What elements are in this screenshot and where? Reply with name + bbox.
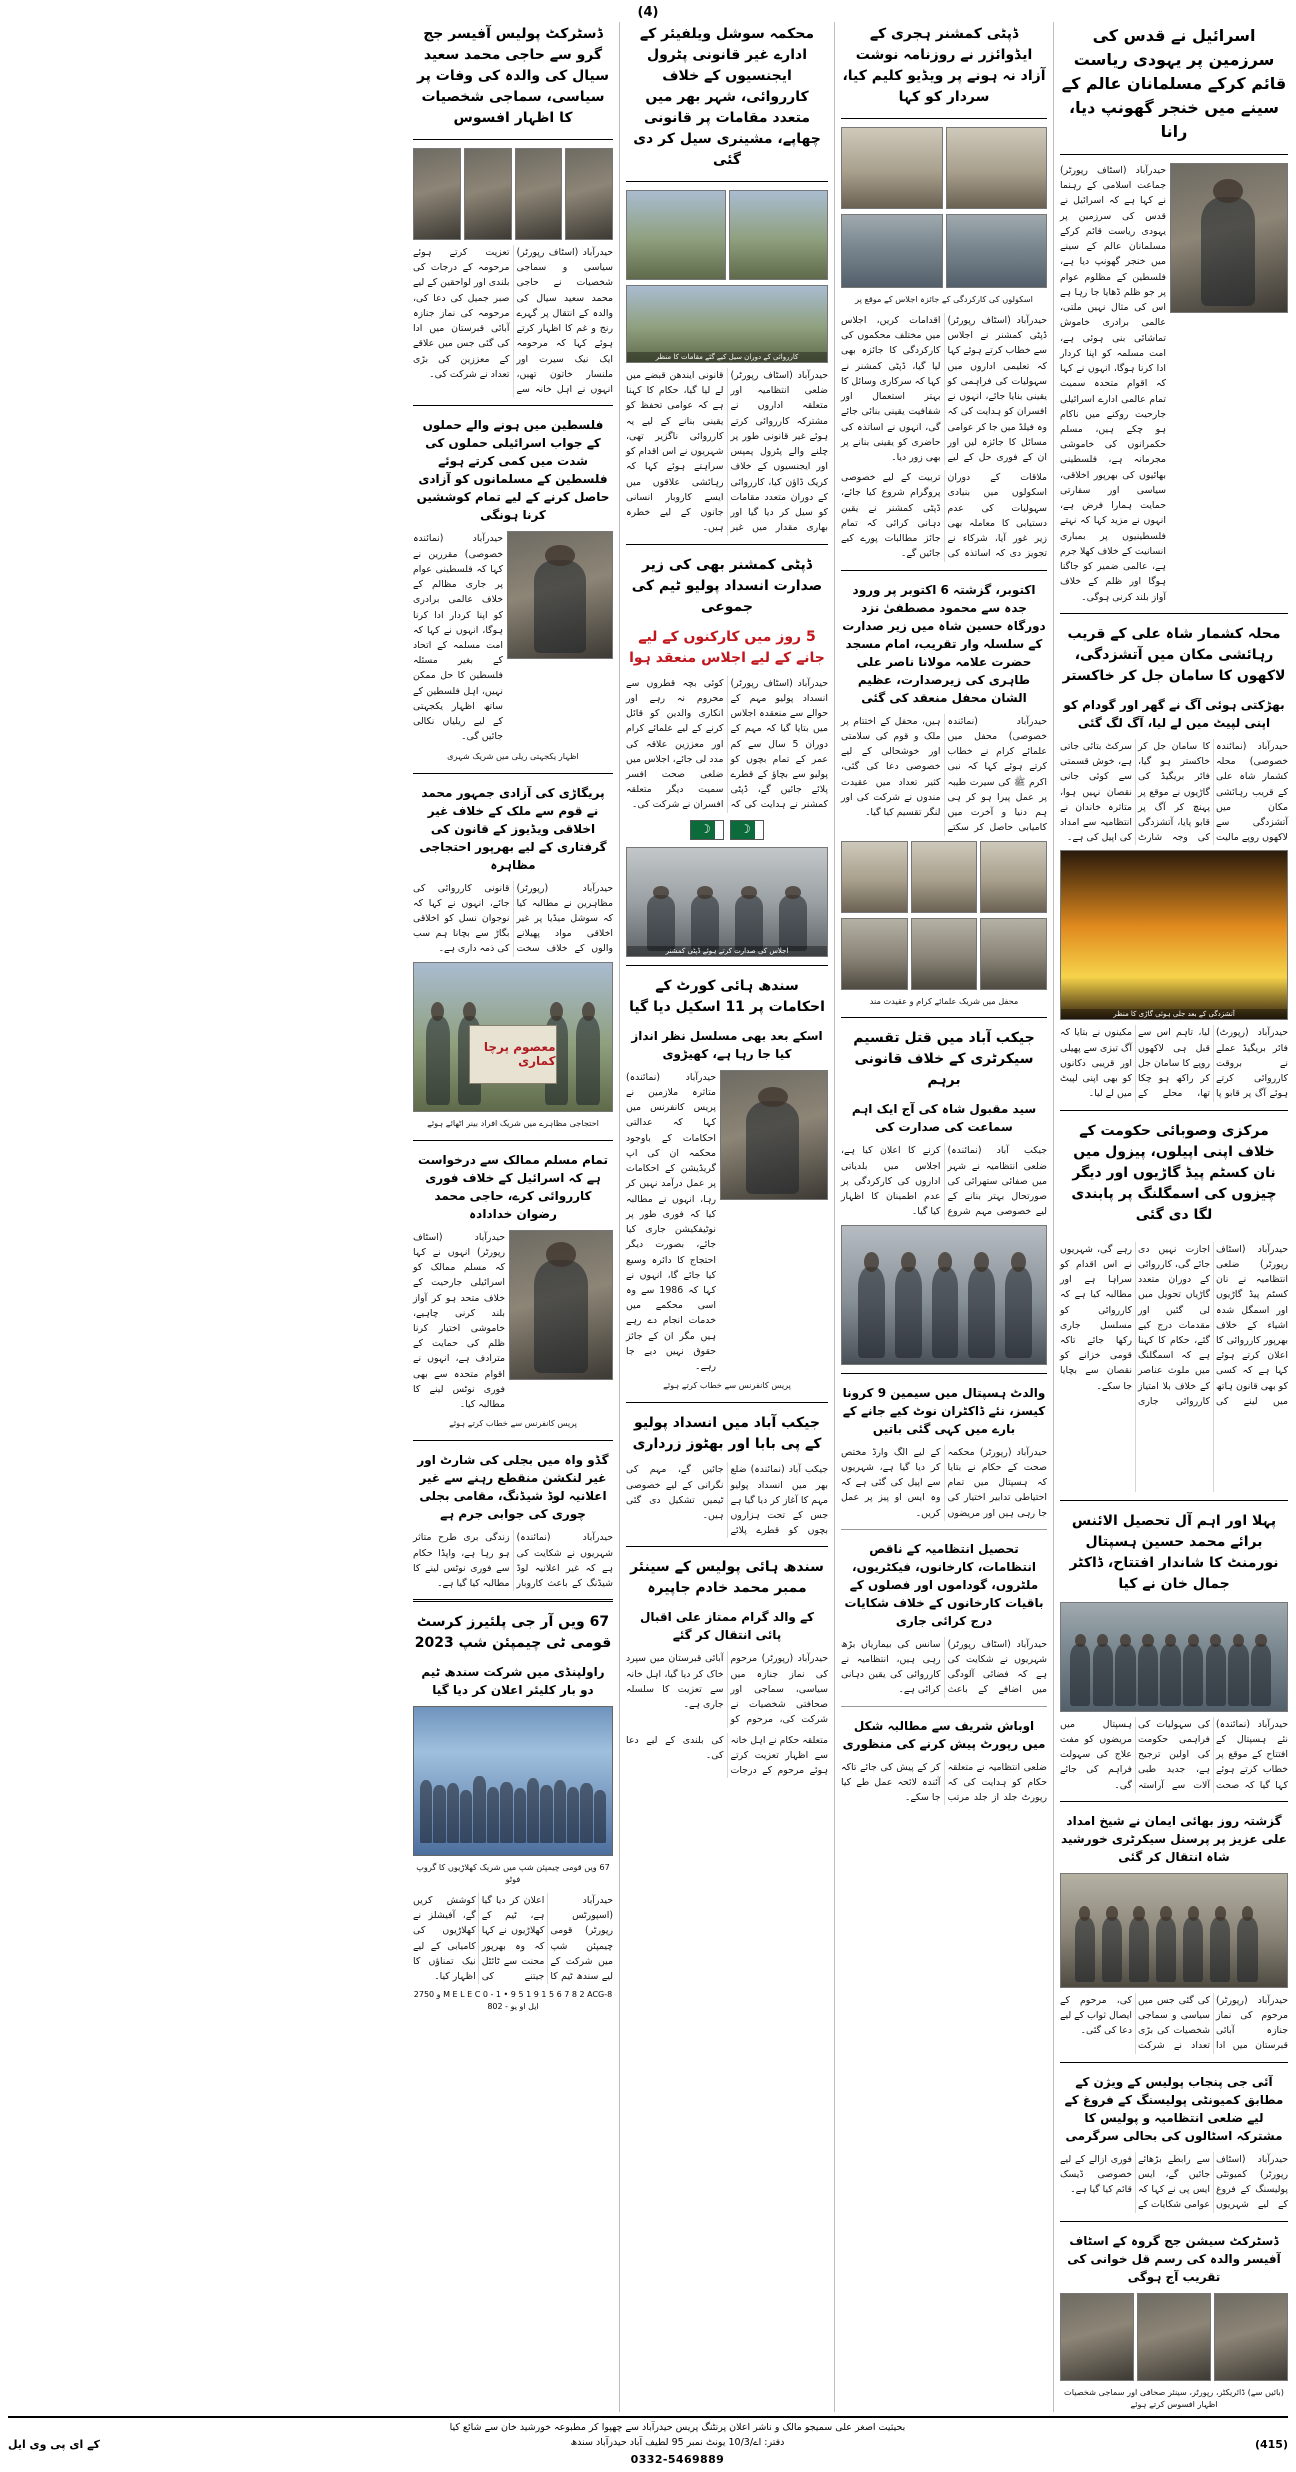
photo-sports-team: [413, 1706, 613, 1856]
divider: [1060, 613, 1288, 614]
column-right: [1060, 22, 1288, 2412]
headline-jacobabad-secretary-sub: سید مقبول شاہ کی آج ایک اہم سماعت کی صدارت کی: [851, 1102, 1037, 1135]
article-body-report-approval: ضلعی انتظامیہ نے متعلقہ حکام کو ہدایت کی کہ رپورٹ جلد از جلد مرتب کر کے پیش کی جائے تاکہ آئندہ لائحہ عمل طے کیا جا سکے۔: [841, 1761, 1047, 1804]
figure-shape: [1115, 1644, 1135, 1707]
photo-row-mehfil-2: [841, 918, 1047, 990]
photo-caption-sports: 67 ویں قومی چیمپئن شپ میں شریک کھلاڑیوں کا گروپ فوٹو: [416, 1862, 610, 1885]
headline-loadshedding: گڈو واہ میں بجلی کی شارٹ اور غیر لنکشن منقطع رہنے سے غیر اعلانیہ لوڈ شیڈنگ، مقامی بجلی چوری کی جوابی جرم ہے: [417, 1453, 609, 1522]
headline-community-policing: آئی جی پنجاب پولیس کے ویژن کے مطابق کمیونٹی پولیسنگ کے فروغ کے لیے ضلعی انتظامیہ و پولیس کا مشترکہ اسٹالوں کی بحالی سرگرمی: [1064, 2074, 1284, 2143]
article-body-palestine: حیدرآباد (نمائندہ خصوصی) مقررین نے کہا کہ فلسطینی عوام پر جاری مظالم کے خلاف عالمی برادری کو اپنا کردار ادا کرنا ہوگا، انہوں نے کہا کہ امت مسلمہ کے اتحاد کے بغیر مسئلہ فلسطین کا حل ممکن نہیں، اہل فلسطین کے ساتھ اظہار یکجہتی کے لیے ریلیاں نکالی جائیں گی۔: [413, 533, 503, 743]
photo-figures: [1061, 1603, 1287, 1711]
figure-shape: [426, 1016, 450, 1105]
photo-presser-kheri: [720, 1070, 828, 1200]
divider: [841, 1529, 1047, 1530]
photo-press-conference: [841, 1225, 1047, 1365]
figure-shape: [858, 1267, 885, 1358]
article-body-polio: حیدرآباد (اسٹاف رپورٹر) انسداد پولیو مہم کے حوالے سے منعقدہ اجلاس میں بتایا گیا کہ مہم کے دوران 5 سال سے کم عمر کے تمام بچوں کو پولیو سے بچاؤ کے قطرے پلائے جائیں گے، ڈپٹی کمشنر نے ہدایت کی کہ کوئی بچہ قطروں سے محروم نہ رہے اور انکاری والدین کو قائل کرنے کے لیے علمائے کرام اور معززین علاقہ کی مدد لی جائے، اجلاس میں ضلعی صحت افسر سمیت دیگر متعلقہ افسران نے شرکت کی۔: [626, 677, 828, 811]
article-body-policing: حیدرآباد (اسٹاف رپورٹر) کمیونٹی پولیسنگ کے فروغ کے لیے شہریوں سے رابطے بڑھائے جائیں گے، ایس ایس پی نے کہا کہ عوامی شکایات کے فوری ازالے کے لیے خصوصی ڈیسک قائم کیا گیا ہے۔: [1060, 2153, 1288, 2211]
headline-muslim-countries-appeal: تمام مسلم ممالک سے درخواست ہے کہ اسرائیل کے خلاف فوری کارروائی کرے، حاجی محمد رضوان خدادادہ: [418, 1152, 608, 1221]
figure-shape: [968, 1267, 995, 1358]
photo-portrait-3: [1060, 2293, 1134, 2381]
headline-hospital-covid: والدٹ ہسپتال میں سیمین 9 کرونا کیسز، نئے ڈاکٹران نوٹ کیے جانے کے بارے میں کہی گئی باتیں: [842, 1385, 1046, 1436]
article-body-appeal: حیدرآباد (اسٹاف رپورٹر) انہوں نے کہا کہ مسلم ممالک کو اسرائیلی جارحیت کے خلاف متحد ہو کر آواز بلند کرنی چاہیے، خاموشی اختیار کرنا ظلم کی حمایت کے مترادف ہے، انہوں نے اقوام متحدہ سے بھی فوری نوٹس لینے کا مطالبہ کیا۔: [413, 1231, 505, 1411]
photo-caption-school: اسکولوں کی کارکردگی کے جائزہ اجلاس کے موقع پر: [855, 294, 1033, 304]
page-footer: [8, 2416, 1288, 2468]
photo-school-1: [946, 127, 1048, 209]
headline-polio-meeting: ڈپٹی کمشنر بھی کی زیر صدارت انسداد پولیو ٹیم کی جموعی: [631, 556, 823, 615]
player-shape: [514, 1788, 526, 1843]
footer-imprint-line-1: بحیثیت اصغر علی سمیجو مالک و ناشر اعلان پرنٹنگ پریس حیدرآباد سے چھپوا کر مطبوعہ خورشید خان سے شائع کیا: [449, 2422, 906, 2434]
article-body-hospital-covid: حیدرآباد (رپورٹر) محکمہ صحت کے حکام نے بتایا کہ ہسپتال میں تمام احتیاطی تدابیر اختیار کی جا رہی ہیں اور مریضوں کے لیے الگ وارڈ مختص کر دیا گیا ہے، شہریوں سے اپیل کی گئی ہے کہ وہ ایس او پیز پر عمل کریں۔: [841, 1446, 1047, 1519]
article-body-high-court: حیدرآباد (نمائندہ) متاثرہ ملازمین نے پریس کانفرنس میں کہا کہ عدالتی احکامات کے باوجود محکمہ ان کی اپ گریڈیشن کے احکامات پر عمل درآمد نہیں کر رہا، انہوں نے مطالبہ کیا کہ فوری طور پر نوٹیفکیشن جاری کیا جائے، بصورت دیگر احتجاج کا دائرہ وسیع کیا جائے گا، انہوں نے کہا کہ 1986 سے وہ اسی محکمے میں خدمات انجام دے رہے ہیں مگر ان کے جائز حقوق نہیں دیے جا رہے۔: [626, 1071, 716, 1373]
figure-shape: [1183, 1644, 1203, 1707]
player-shape: [420, 1780, 432, 1844]
photo-mehfil-2: [911, 841, 978, 913]
photo-caption-raid: کارروائی کے دوران سیل کیے گئے مقامات کا منظر: [627, 352, 827, 362]
photo-row-mehfil-1: [841, 841, 1047, 913]
column-4: [413, 22, 613, 2412]
headline-hospital-inauguration: پہلا اور اہم آل تحصیل الائنس برائے محمد حسین ہسپتال نورمنٹ کا شاندار افتتاح، ڈاکٹر جمال خان نے کیا: [1069, 1512, 1279, 1592]
figure-shape: [1160, 1644, 1180, 1707]
flag-decoration: [626, 818, 828, 842]
article-body-police-obituary-2: متعلقہ حکام نے اہل خانہ سے اظہار تعزیت کرتے ہوئے مرحوم کے درجات کی بلندی کے لیے دعا کی۔: [626, 1734, 828, 1777]
photo-person-3: [464, 148, 512, 240]
figure-shape: [1070, 1644, 1090, 1707]
divider: [841, 1373, 1047, 1374]
figure-shape: [1237, 1917, 1257, 1983]
photo-portrait-leader: [1170, 163, 1288, 313]
divider: [413, 1440, 613, 1441]
divider: [841, 1017, 1047, 1018]
photo-raid-3: [626, 285, 828, 363]
figure-shape: [1210, 1917, 1230, 1983]
headline-israel-quds: اسرائیل نے قدس کی سرزمین پر یہودی ریاست قائم کرکے مسلمانان عالم کے سینے میں خنجر گھونپ دیا، رانا: [1061, 26, 1287, 141]
photo-figures: [510, 1231, 612, 1379]
figure-shape: [1228, 1644, 1248, 1707]
divider: [413, 405, 613, 406]
photo-hospital-group: [1060, 1602, 1288, 1712]
photo-person-4: [413, 148, 461, 240]
article-body-championship: حیدرآباد (اسپورٹس رپورٹر) قومی چیمپئن شپ میں شرکت کے لیے سندھ ٹیم کا اعلان کر دیا گیا ہے، ٹیم کے کھلاڑیوں نے کہا کہ وہ بھرپور محنت سے ٹائٹل جیتنے کی کوشش کریں گے، آفیشلز نے کھلاڑیوں کی کامیابی کے لیے نیک تمناؤں کا اظہار کیا۔: [413, 1895, 613, 1983]
column-container: [8, 22, 1288, 2412]
photo-caption-portraits-bottom: (بائیں سے) ڈائریکٹر، رپورٹر، سینئر صحافی اور سماجی شخصیات اظہار افسوس کرتے ہوئے: [1064, 2386, 1284, 2409]
headline-petrol-agencies: محکمہ سوشل ویلفیئر کے ادارے غیر قانونی پٹرول ایجنسیوں کے خلاف کارروائی، شہر بھر میں متعدد مقامات پر قانونی چھاپے، مشینری سیل کر دی گئی: [633, 26, 821, 168]
figure-shape: [1251, 1644, 1271, 1707]
photo-school-2: [841, 127, 943, 209]
photo-portrait-1: [1214, 2293, 1288, 2381]
photo-row-school-visit: [841, 127, 1047, 209]
divider: [1060, 2062, 1288, 2063]
headline-protest-videos: پریگاڑی کی آزادی جمہور محمد نے قوم سے ملک کے خلاف غیر اخلاقی ویڈیوز کے قانون کی گرفتاری کے لیے بھرپور احتجاجی مظاہرہ: [419, 785, 607, 872]
figure-shape: [534, 560, 586, 653]
figure-shape: [1005, 1267, 1032, 1358]
headline-high-court-scale: سندھ ہائی کورٹ کے احکامات پر 11 اسکیل دیا گیا: [629, 977, 825, 1015]
photo-person-1: [565, 148, 613, 240]
column-separator: [619, 22, 620, 2412]
photo-figures: [508, 532, 612, 658]
player-shape: [487, 1787, 499, 1844]
headline-dc-advisor: ڈپٹی کمشنر ہجری کے ایڈوائزر نے روزنامہ نوشت آزاد نہ ہونے پر ویڈیو کلیم کیا، سردار کو کہا: [842, 26, 1046, 105]
divider: [626, 181, 828, 182]
figure-shape: [932, 1267, 959, 1358]
divider: [1060, 2221, 1288, 2222]
player-shape: [433, 1785, 445, 1843]
article-body-mehfil: حیدرآباد (نمائندہ خصوصی) محفل میں علمائے کرام نے خطاب کرتے ہوئے کہا کہ نبی اکرم ﷺ کی سیرت طیبہ پر عمل پیرا ہو کر ہی ہم دنیا و آخرت میں کامیابی حاصل کر سکتے ہیں، محفل کے اختتام پر ملک و قوم کی سلامتی اور خوشحالی کے لیے خصوصی دعا کی گئی، کثیر تعداد میں عقیدت مندوں نے شرکت کی اور لنگر تقسیم کیا گیا۔: [841, 715, 1047, 834]
figure-shape: [576, 1016, 600, 1105]
headline-police-member-obituary: سندھ ہائی پولیس کے سینئر ممبر محمد خادم جاپیرہ: [630, 1559, 824, 1597]
figure-shape: [779, 895, 807, 951]
photo-caption-mehfil: محفل میں شریک علمائے کرام و عقیدت مند: [869, 995, 1019, 1006]
page-number-top: (4): [637, 5, 659, 20]
divider: [841, 118, 1047, 119]
divider: [626, 544, 828, 545]
photo-caption-appeal: پریس کانفرنس سے خطاب کرتے ہوئے: [449, 1418, 577, 1429]
article-body-protest: حیدرآباد (رپورٹر) مظاہرین نے مطالبہ کیا کہ سوشل میڈیا پر غیر اخلاقی مواد پھیلانے والوں کے خلاف سخت قانونی کارروائی کی جائے، انہوں نے کہا کہ نوجوان نسل کو اخلاقی بگاڑ سے بچانا ہم سب کی ذمہ داری ہے۔: [413, 882, 613, 955]
figure-shape: [1183, 1917, 1203, 1983]
photo-dc-meeting: [626, 847, 828, 957]
photo-caption-dc-meeting: اجلاس کی صدارت کرتے ہوئے ڈپٹی کمشنر: [627, 946, 827, 956]
figure-shape: [1102, 1917, 1122, 1983]
article-body-dpo-condolence: حیدرآباد (اسٹاف رپورٹر) سیاسی و سماجی شخصیات نے حاجی محمد سعید سیال کی والدہ کے انتقال پر گہرے رنج و غم کا اظہار کرتے ہوئے کہا کہ مرحومہ ایک نیک سیرت اور ملنسار خاتون تھیں، انہوں نے اہل خانہ سے تعزیت کرتے ہوئے مرحومہ کے درجات کی بلندی اور لواحقین کے لیے صبر جمیل کی دعا کی، مرحومہ کی نماز جنازہ آبائی قبرستان میں ادا کی گئی جس میں علاقے کے معززین کی بڑی تعداد نے شرکت کی۔: [413, 247, 613, 396]
photo-row-portraits-bottom: [1060, 2293, 1288, 2381]
figure-shape: [1075, 1917, 1095, 1983]
player-shape: [447, 1783, 459, 1843]
headline-jacobabad-secretary: جیکب آباد میں قتل تقسیم سیکرٹری کے خلاف قانونی برہم: [853, 1030, 1035, 1089]
headline-qul-khwani: ڈسٹرکٹ سیشن جج گروہ کے اسٹاف آفیسر والدہ کی رسم قل خوانی کی تقریب آج ہوگی: [1067, 2233, 1281, 2284]
photo-caption-solidarity: اظہار یکجہتی ریلی میں شریک شہری: [447, 750, 579, 761]
team-row: [420, 1758, 606, 1844]
article-body-factory: حیدرآباد (اسٹاف رپورٹر) شہریوں نے شکایت کی ہے کہ فضائی آلودگی میں اضافے کے باعث سانس کی بیماریاں بڑھ رہی ہیں، انتظامیہ نے کارروائی کی یقین دہانی کرائی ہے۔: [841, 1638, 1047, 1696]
photo-appeal-speaker: [509, 1230, 613, 1380]
photo-caption-protest: احتجاجی مظاہرے میں شریک افراد بینر اٹھائے ہوئے: [427, 1117, 599, 1128]
player-shape: [540, 1785, 552, 1843]
photo-figures: [1061, 1874, 1287, 1987]
figure-shape: [647, 895, 675, 951]
divider: [1060, 154, 1288, 155]
article-body-loadshedding: حیدرآباد (نمائندہ) شہریوں نے شکایت کی ہے کہ غیر اعلانیہ لوڈ شیڈنگ کے باعث کاروبار زندگی بری طرح متاثر ہو رہا ہے، واپڈا حکام سے فوری نوٹس لینے کا مطالبہ کیا گیا ہے۔: [413, 1532, 613, 1589]
sports-table-note: M E L E C 0 - 1 • 9 5 1 9 1 5 6 7 8 2 ACG-8 و 2750 ایل او یو - 802: [413, 1990, 613, 2011]
column-separator: [1053, 22, 1054, 2412]
headline-obituary-secretary: گزشتہ روز بھائی ایمان نے شیخ امداد علی عزیز پر پرسنل سیکرٹری خورشید شاہ انتقال کر گئی: [1061, 1813, 1287, 1864]
article-body-jacobabad-polio: جیکب آباد (نمائندہ) ضلع بھر میں انسداد پولیو مہم کا آغاز کر دیا گیا ہے جس کے تحت ہزاروں بچوں کو قطرے پلائے جائیں گے، مہم کی نگرانی کے لیے خصوصی ٹیمیں تشکیل دی گئی ہیں۔: [626, 1464, 828, 1537]
photo-raid-1: [729, 190, 829, 280]
divider: [413, 139, 613, 140]
column-3: [626, 22, 828, 2412]
headline-jacobabad-polio: جیکب آباد میں انسداد پولیو کے پی بابا اور بھٹوز زرداری: [632, 1415, 822, 1453]
player-shape: [500, 1782, 512, 1844]
photo-raid-2: [626, 190, 726, 280]
photo-caption-fire: آتشزدگی کے بعد جلی ہوئی گاڑی کا منظر: [1061, 1009, 1287, 1019]
headline-mehfil: اکتوبر، گزشتہ 6 اکتوبر پر ورود جدہ سے محمود مصطفیٰ نزد دورگاہ حسین شاہ میں زیر صدارت کے سلسلہ وار تقریب، امام مسجد حضرت علامہ مولانا ناصر علی طاہری کی زیرصدارت، عظیم الشان محفل منعقد کی گئی: [842, 582, 1046, 705]
headline-dpo-mother-death: ڈسٹرکٹ پولیس آفیسر جج گرو سے حاجی محمد سعید سیال کی والدہ کی وفات پر سیاسی، سماجی شخصیات کا اظہار افسوس: [416, 26, 610, 126]
headline-palestine-solidarity: فلسطین میں ہونے والے حملوں کے جواب اسرائیلی حملوں کی شدت میں کمی کرتے ہوئے فلسطین کے مسلمانوں کو آزادی حاصل کرنے کے لیے تمام کوششیں کرنا ہونگی: [416, 418, 610, 523]
divider: [413, 1140, 613, 1141]
divider: [1060, 1801, 1288, 1802]
figure-shape: [1129, 1917, 1149, 1983]
divider: [1060, 1500, 1288, 1501]
protest-banner-text: معصوم پرچا کماری: [483, 1040, 556, 1069]
player-shape: [527, 1778, 539, 1843]
footer-right-label: (415): [1254, 2438, 1288, 2452]
figure-shape: [895, 1267, 922, 1358]
photo-mehfil-4: [980, 918, 1047, 990]
footer-imprint: [100, 2421, 1255, 2468]
photo-mehfil-1: [980, 841, 1047, 913]
headline-report-approval: اوباش شریف سے مطالبہ شکل میں رپورٹ پیش کرنے کی منظوری: [842, 1718, 1046, 1751]
flag-icon: [690, 820, 724, 840]
figure-shape: [1201, 197, 1254, 307]
article-body-dc-advisor: حیدرآباد (اسٹاف رپورٹر) ڈپٹی کمشنر نے اجلاس سے خطاب کرتے ہوئے کہا کہ تعلیمی اداروں میں سہولیات کی فراہمی کو یقینی بنایا جائے، انہوں نے افسران کو ہدایت کی کہ وہ فیلڈ میں جا کر عوامی مسائل کا جائزہ لیں اور ان کے فوری حل کے لیے اقدامات کریں، اجلاس میں مختلف محکموں کی کارکردگی کا جائزہ بھی لیا گیا، ڈپٹی کمشنر نے کہا کہ سرکاری وسائل کا بہتر استعمال اور شفافیت یقینی بنائی جائے گی، انہوں نے اساتذہ کی حاضری کو یقینی بنانے پر بھی زور دیا۔: [841, 314, 1047, 463]
headline-championship: 67 ویں آر جی پلئیرز کرسٹ قومی ٹی چیمپئن شپ 2023: [414, 1614, 612, 1652]
figure-shape: [746, 1101, 799, 1193]
divider: [413, 773, 613, 774]
figure-shape: [1093, 1644, 1113, 1707]
divider: [1060, 1110, 1288, 1111]
photo-person-2: [515, 148, 563, 240]
player-shape: [473, 1776, 485, 1843]
photo-portrait-2: [1137, 2293, 1211, 2381]
headline-fire-house-sub: بھڑکتی ہوئی آگ نے گھر اور گودام کو اپنی لپیٹ میں لے لیا، آگ لگ گئی: [1063, 697, 1285, 730]
protest-banner: [469, 1025, 556, 1084]
photo-figures: [721, 1071, 827, 1199]
footer-imprint-line-2: دفتر: اے/10/3 یونٹ نمبر 95 لطیف آباد حیدرآباد سندھ: [570, 2436, 785, 2448]
figure-shape: [1206, 1644, 1226, 1707]
article-body-smuggling: حیدرآباد (اسٹاف رپورٹر) ضلعی انتظامیہ نے نان کسٹم پیڈ گاڑیوں اور اسمگل شدہ اشیاء کے خلاف بھرپور کارروائی کا اعلان کرتے ہوئے کہا ہے کہ کسی کو بھی قانون ہاتھ میں لینے کی اجازت نہیں دی جائے گی، کارروائی کے دوران متعدد گاڑیاں تحویل میں لی گئیں اور مقدمات درج کیے گئے، حکام کا کہنا ہے کہ اسمگلنگ میں ملوث عناصر کے خلاف بلا امتیاز کارروائی جاری رہے گی، شہریوں نے اس اقدام کو سراہا ہے اور مطالبہ کیا ہے کہ کارروائی کو مسلسل جاری رکھا جائے تاکہ قومی خزانے کو نقصان سے بچایا جا سکے۔: [1060, 1243, 1288, 1407]
article-body-jacobabad: جیکب آباد (نمائندہ) ضلعی انتظامیہ نے شہر میں صفائی ستھرائی کی صورتحال بہتر بنانے کے لیے خصوصی مہم شروع کرنے کا اعلان کیا ہے، اجلاس میں بلدیاتی اداروں کی کارکردگی پر عدم اطمینان کا اظہار کیا گیا۔: [841, 1145, 1047, 1218]
photo-mehfil-5: [911, 918, 978, 990]
headline-championship-sub: راولپنڈی میں شرکت سندھ ٹیم دو بار کلیئر اعلان کر دیا گیا: [421, 1665, 605, 1698]
divider: [841, 1706, 1047, 1707]
figure-shape: [735, 895, 763, 951]
divider: [413, 1599, 613, 1602]
photo-row-raid: [626, 190, 828, 280]
photo-condolence-gathering: [1060, 1873, 1288, 1988]
headline-smuggling-ban: مرکزی وصوبائی حکومت کے خلاف اپنی اپیلوں، پیزول میں نان کسٹم پیڈ گاڑیوں اور دیگر چیزوں کی اسمگلنگ پر پابندی لگا دی گئی: [1071, 1122, 1277, 1223]
article-body-dc-advisor-2: ملاقات کے دوران اسکولوں میں بنیادی سہولیات کی عدم دستیابی کا معاملہ بھی زیر غور آیا، شرکاء نے تجویز دی کہ اساتذہ کی تربیت کے لیے خصوصی پروگرام شروع کیا جائے، ڈپٹی کمشنر نے یقین دہانی کرائی کہ تمام جائز مطالبات پورے کیے جائیں گے۔: [841, 472, 1047, 560]
photo-caption-presser: پریس کانفرنس سے خطاب کرتے ہوئے: [663, 1380, 791, 1391]
figure-shape: [691, 895, 719, 951]
divider: [626, 965, 828, 966]
headline-fire-house: محلہ کشمار شاہ علی کے قریب رہائشی مکان میں آتشزدگی، لاکھوں کا سامان جل کر خاکستر: [1062, 625, 1286, 684]
divider: [841, 570, 1047, 571]
article-body-obituary: حیدرآباد (رپورٹر) مرحوم کی نماز جنازہ آبائی قبرستان میں ادا کی گئی جس میں سیاسی و سماجی شخصیات کی بڑی تعداد نے شرکت کی، مرحوم کے ایصال ثواب کے لیے دعا کی گئی۔: [1060, 1994, 1288, 2052]
photo-row-condolence-portraits: [413, 148, 613, 240]
headline-smuggling-ban-sub: [1060, 1233, 1288, 1237]
photo-mehfil-3: [841, 841, 908, 913]
figure-shape: [1156, 1917, 1176, 1983]
player-shape: [567, 1787, 579, 1844]
headline-high-court-scale-sub: اسکے بعد بھی مسلسل نظر انداز کیا جا رہا ہے، کھیڑوی: [631, 1028, 823, 1061]
player-shape: [594, 1790, 606, 1843]
player-shape: [554, 1780, 566, 1844]
column-2: [841, 22, 1047, 2412]
column-separator: [834, 22, 835, 2412]
photo-protest-rally: [413, 962, 613, 1112]
headline-police-member-obituary-sub: کے والد گرام ممتاز علی اقبال پائی انتقال کر گئے: [639, 1610, 815, 1643]
footer-phone: 0332-5469889: [630, 2452, 725, 2466]
figure-shape: [1138, 1644, 1158, 1707]
headline-polio-meeting-sub: 5 روز میں کارکنوں کے لیے جانے کے لیے اجلاس منعقد ہوا: [629, 628, 825, 666]
photo-mehfil-6: [841, 918, 908, 990]
article-body-police-obituary: حیدرآباد (رپورٹر) مرحوم کی نماز جنازہ میں سیاسی، سماجی اور صحافتی شخصیات نے شرکت کی، مرحوم کو آبائی قبرستان میں سپرد خاک کر دیا گیا، اہل خانہ سے تعزیت کا سلسلہ جاری ہے۔: [626, 1653, 828, 1726]
player-shape: [460, 1790, 472, 1843]
article-body-hospital: حیدرآباد (نمائندہ) نئے ہسپتال کے افتتاح کے موقع پر خطاب کرتے ہوئے کہا گیا کہ صحت کی سہولیات کی فراہمی حکومت کی اولین ترجیح ہے، جدید طبی آلات سے آراستہ ہسپتال میں مریضوں کو مفت علاج کی سہولت فراہم کی جائے گی۔: [1060, 1718, 1288, 1791]
article-body-petrol: حیدرآباد (اسٹاف رپورٹر) ضلعی انتظامیہ اور متعلقہ اداروں نے مشترکہ کارروائی کرتے ہوئے غیر قانونی طور پر چلنے والے پٹرول پمپس اور ایجنسیوں کے خلاف کریک ڈاؤن کیا، کارروائی کے دوران متعدد مقامات کو سیل کر دیا گیا اور بھاری مقدار میں غیر قانونی ایندھن قبضے میں لے لیا گیا، حکام کا کہنا ہے کہ عوامی تحفظ کو یقینی بنانے کے لیے یہ کارروائی ناگزیر تھی، شہریوں نے اس اقدام کو سراہتے ہوئے کہا کہ رہائشی علاقوں میں ایسے کاروبار انسانی جانوں کے لیے خطرہ ہیں۔: [626, 370, 828, 534]
photo-solidarity-speaker: [507, 531, 613, 659]
divider: [626, 1546, 828, 1547]
divider: [626, 1402, 828, 1403]
figure-shape: [534, 1260, 587, 1372]
footer-left-label: کے ای پی وی ایل: [8, 2438, 100, 2452]
article-body-fire: حیدرآباد (نمائندہ خصوصی) محلہ کشمار شاہ علی کے قریب رہائشی مکان میں آتشزدگی سے لاکھوں روپے مالیت کا سامان جل کر خاکستر ہو گیا، فائر بریگیڈ کی گاڑیوں نے موقع پر پہنچ کر آگ پر قابو پایا، آتشزدگی کی وجہ شارٹ سرکٹ بتائی جاتی ہے، خوش قسمتی سے کوئی جانی نقصان نہیں ہوا، متاثرہ خاندان نے انتظامیہ سے امداد کی اپیل کی ہے۔: [1060, 740, 1288, 844]
photo-figures: [1171, 164, 1287, 312]
article-body-fire-cont: حیدرآباد (رپورٹ) فائر بریگیڈ عملے نے بروقت کارروائی کرتے ہوئے آگ پر قابو پا لیا، تاہم اس سے قبل ہی لاکھوں روپے کا سامان جل کر راکھ ہو چکا تھا، محلے کے مکینوں نے بتایا کہ آگ تیزی سے پھیلی اور قریبی دکانوں کو بھی اپنی لپیٹ میں لے لیا۔: [1060, 1027, 1288, 1100]
article-body-israel: حیدرآباد (اسٹاف رپورٹر) جماعت اسلامی کے رہنما نے کہا ہے کہ اسرائیل نے قدس کی سرزمین پر یہودی ریاست قائم کرکے مسلمانان عالم کے سینے میں خنجر گھونپ دیا ہے، فلسطین کے مظلوم عوام پر جو ظلم ڈھایا جا رہا ہے اس کی مثال نہیں ملتی، عالمی برادری خاموش تماشائی بنی ہوئی ہے، امت مسلمہ کو اپنا کردار ادا کرنا ہوگا، انہوں نے کہا کہ اقوام متحدہ سمیت تمام عالمی ادارے اسرائیلی جارحیت روکنے میں ناکام ہو چکے ہیں، مسلم حکمرانوں کی خاموشی مجرمانہ ہے، فلسطینی بھائیوں کی بھرپور اخلاقی، سیاسی اور سفارتی حمایت ہمارا فرض ہے، انہوں نے مزید کہا کہ نہتے فلسطینیوں پر بمباری انسانیت کے خلاف کھلا جرم ہے، عالمی ضمیر کو جاگنا ہوگا اور ظلم کے خلاف آواز بلند کرنی ہوگی۔: [1060, 165, 1166, 603]
photo-school-4: [841, 214, 943, 288]
photo-figures: [627, 848, 827, 956]
flag-icon: [730, 820, 764, 840]
player-shape: [580, 1783, 592, 1843]
photo-row-school-visit-2: [841, 214, 1047, 288]
photo-school-3: [946, 214, 1048, 288]
photo-fire-scene: [1060, 850, 1288, 1020]
headline-factory-complaints: تحصیل انتظامیہ کے ناقص انتظامات، کارخانوں، فیکٹریوں، ملٹروں، گوداموں اور فصلوں کے باقیات کارخانوں کے خلاف شکایات درج کرائی جاری: [844, 1541, 1044, 1628]
photo-figures: [842, 1226, 1046, 1364]
